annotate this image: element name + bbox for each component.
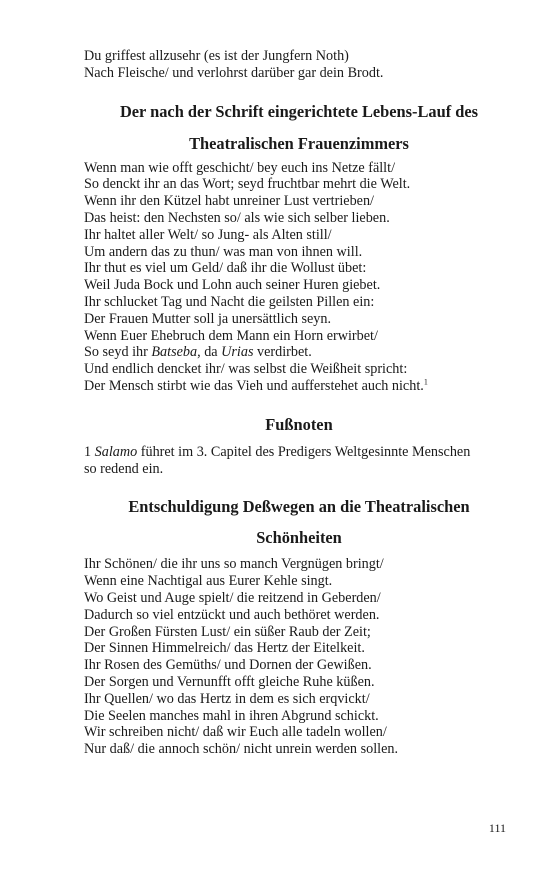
name-urias: Urias [221,344,254,361]
verse-text: Der Mensch stirbt wie das Vieh und aufferstehet auch nicht. [84,377,424,394]
verse-line: Um andern das zu thun/ was man von ihnen will. [84,243,363,260]
section-title-line-1: Der nach der Schrift eingerichtete Lebens-Lauf des [119,101,479,121]
verse-line: Wenn man wie offt geschicht/ bey euch ins Netze fällt/ [84,159,396,176]
section-title-line-2: Schönheiten [256,528,342,548]
verse-line: Nur daß/ die annoch schön/ nicht unrein werden sollen. [84,741,399,758]
verse-line: Der Sinnen Himmelreich/ das Hertz der Eitelkeit. [84,640,365,657]
verse-text: So seyd ihr [84,344,152,361]
footnote-number: 1 [84,443,92,460]
verse-line: Du griffest allzusehr (es ist der Jungfern Noth) [84,48,349,64]
poem-entschuldigung [84,556,514,758]
section-title-line-2: Theatralischen Frauenzimmers [189,133,409,153]
footnote-line: so redend ein. [84,460,164,477]
footnote [84,444,514,478]
verse-line: Dadurch so viel entzückt und auch bethöret werden. [84,606,380,623]
footnotes-title: Fußnoten [265,414,333,434]
footnote-text: führet im 3. Capitel des Predigers Weltgesinnte Menschen [137,443,471,460]
verse-line: Wenn eine Nachtigal aus Eurer Kehle singt. [84,573,333,590]
verse-line [84,344,514,361]
verse-line: Ihr Quellen/ wo das Hertz in dem es sich erqvickt/ [84,690,370,707]
verse-line: Ihr Schönen/ die ihr uns so manch Vergnügen bringt/ [84,556,384,573]
verse-text: verdirbet. [253,344,312,361]
verse-line: Das heist: den Nechsten so/ als wie sich selber lieben. [84,209,390,226]
verse-line: Und endlich dencket ihr/ was selbst die Weißheit spricht: [84,361,408,378]
verse-line: Der Sorgen und Vernunfft offt gleiche Ruhe küßen. [84,673,375,690]
verse-line: Ihr thut es viel um Geld/ daß ihr die Wollust übet: [84,260,367,277]
name-salamo: Salamo [94,443,138,460]
verse-line: Wenn Euer Ehebruch dem Mann ein Horn erwirbet/ [84,327,378,344]
verse-text: , da [197,344,222,361]
verse-line: So denckt ihr an das Wort; seyd fruchtbar mehrt die Welt. [84,176,411,193]
page-content [84,48,514,758]
verse-line: Wir schreiben nicht/ daß wir Euch alle tadeln wollen/ [84,724,387,741]
poem-lebens-lauf [84,160,514,395]
verse-line: Wenn ihr den Kützel habt unreiner Lust vertrieben/ [84,193,374,210]
name-batseba: Batseba [151,344,198,361]
section-title-line-1: Entschuldigung Deßwegen an die Theatralischen [128,497,470,517]
verse-line [84,378,514,395]
verse-line: Die Seelen manches mahl in ihren Abgrund schickt. [84,707,379,724]
verse-line: Der Frauen Mutter soll ja unersättlich seyn. [84,310,332,327]
page-number: 111 [488,821,506,835]
verse-line: Ihr Rosen des Gemüths/ und Dornen der Gewißen. [84,657,372,674]
verse-line: Wo Geist und Auge spielt/ die reitzend in Geberden/ [84,589,381,606]
verse-line: Nach Fleische/ und verlohrst darüber gar dein Brodt. [84,64,384,81]
verse-line: Ihr schlucket Tag und Nacht die geilsten Pillen ein: [84,293,375,310]
verse-line: Ihr haltet aller Welt/ so Jung- als Alten still/ [84,226,332,243]
verse-line: Weil Juda Bock und Lohn auch seiner Huren giebet. [84,277,381,294]
verse-line: Der Großen Fürsten Lust/ ein süßer Raub der Zeit; [84,623,371,640]
footnote-line [84,444,514,461]
footnote-reference[interactable]: 1 [423,377,428,387]
intro-verse [84,48,514,82]
